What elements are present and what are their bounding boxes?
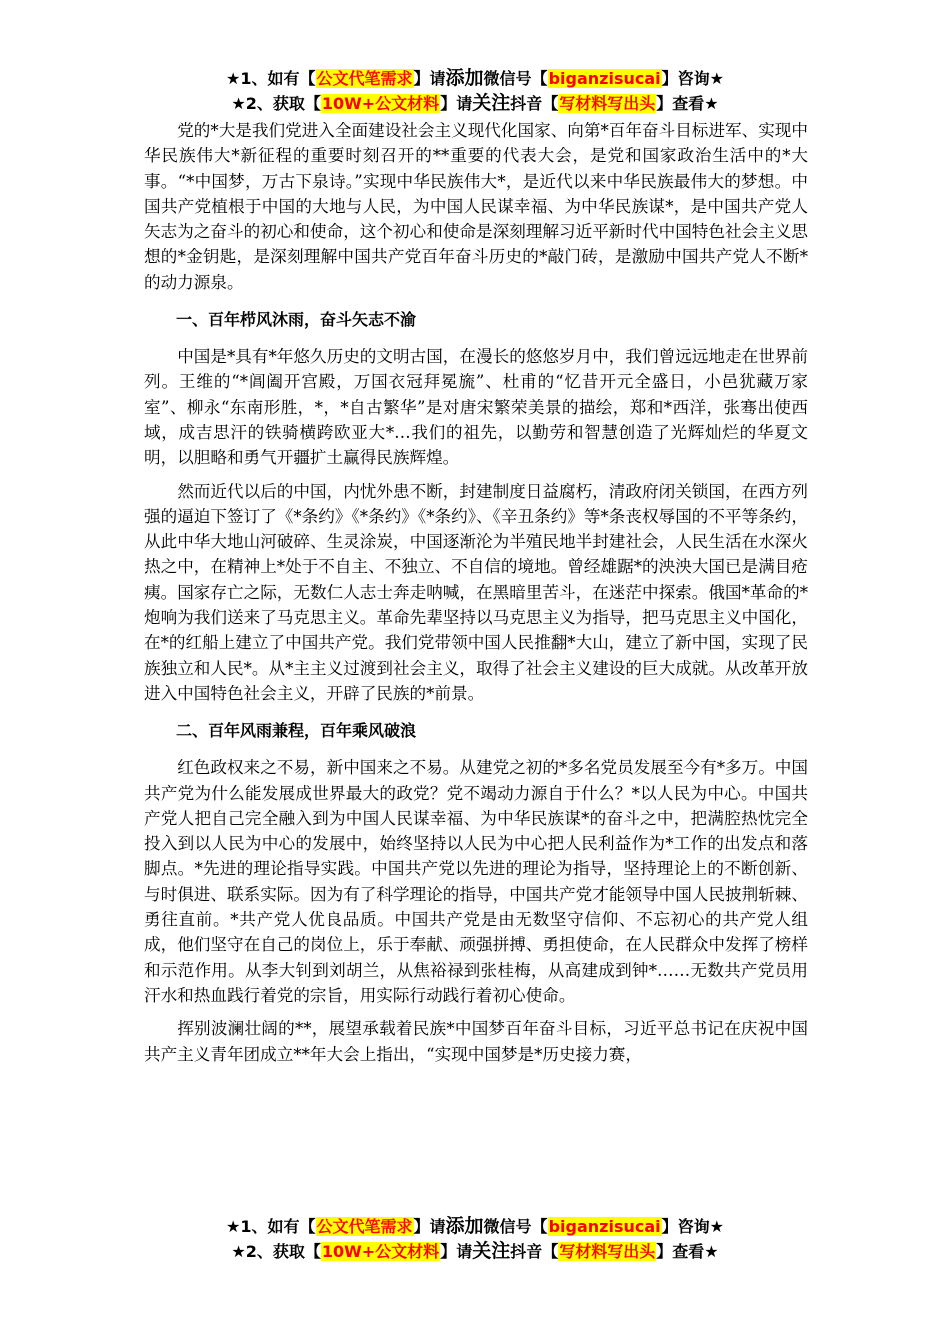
promo-text: ★1、如有【: [226, 1217, 316, 1236]
promo-text: 】请: [413, 69, 446, 88]
promo-text: 】咨询★: [661, 1217, 724, 1236]
promo-text: 】请: [440, 94, 473, 113]
promo-emphasis: 关注: [472, 92, 511, 114]
promo-text: 抖音【: [510, 94, 559, 113]
promo-text: 抖音【: [510, 1242, 559, 1261]
promo-text: 】咨询★: [661, 69, 724, 88]
promo-banner-bottom: [0, 1214, 950, 1264]
promo-highlight: 10W+公文材料: [321, 94, 440, 113]
promo-line-2: [0, 91, 950, 116]
promo-emphasis: 关注: [472, 1240, 511, 1262]
promo-text: 】查看★: [656, 94, 719, 113]
body-paragraph: 中国是*具有*年悠久历史的文明古国，在漫长的悠悠岁月中，我们曾远远地走在世界前列。王维的“*阊阖开宫殿，万国衣冠拜冕旒”、杜甫的“忆昔开元全盛日，小邑犹藏万家室”、柳永“东南形胜，*，*自古繁华”是对唐宋繁荣美景的描绘，郑和*西洋，张骞出使西域，成吉思汗的铁骑横跨欧亚大*…我们的祖先，以勤劳和智慧创造了光辉灿烂的华夏文明，以胆略和勇气开疆扩土赢得民族辉煌。: [144, 347, 808, 468]
promo-emphasis: 添加: [445, 67, 484, 89]
promo-text: 微信号【: [483, 1217, 548, 1236]
promo-text: 】查看★: [656, 1242, 719, 1261]
promo-banner-top: [0, 66, 950, 116]
body-paragraph: 红色政权来之不易，新中国来之不易。从建党之初的*多名党员发展至今有*多万。中国共产党为什么能发展成世界最大的政党？党不竭动力源自于什么？*以人民为中心。中国共产党人把自己完全融入到为中国人民谋幸福、为中华民族谋*的奋斗之中，把满腔热忱完全投入到以人民为中心的发展中，始终坚持以人民为中心把人民利益作为*工作的出发点和落脚点。*先进的理论指导实践。中国共产党以先进的理论为指导，坚持理论上的不断创新、与时俱进、联系实际。因为有了科学理论的指导，中国共产党才能领导中国人民披荆斩棘、勇往直前。*共产党人优良品质。中国共产党是由无数坚守信仰、不忘初心的共产党人组成，他们坚守在自己的岗位上，乐于奉献、顽强拼搏、勇担使命，在人民群众中发挥了榜样和示范作用。从李大钊到刘胡兰，从焦裕禄到张桂梅，从高建成到钟*……无数共产党员用汗水和热血践行着党的宗旨，用实际行动践行着初心使命。: [144, 758, 808, 1005]
promo-highlight: 公文代笔需求: [316, 1217, 413, 1236]
promo-highlight: 10W+公文材料: [321, 1242, 440, 1261]
promo-line-1: [0, 1214, 950, 1239]
promo-line-2: [0, 1239, 950, 1264]
promo-text: 】请: [440, 1242, 473, 1261]
promo-highlight: biganzisucai: [548, 69, 661, 88]
promo-text: 微信号【: [483, 69, 548, 88]
article-body: [144, 118, 808, 1067]
body-paragraph: 然而近代以后的中国，内忧外患不断，封建制度日益腐朽，清政府闭关锁国，在西方列强的逼迫下签订了《*条约》《*条约》《*条约》、《辛丑条约》等*条丧权辱国的不平等条约，从此中华大地山河破碎、生灵涂炭，中国逐渐沦为半殖民地半封建社会，人民生活在水深火热之中，在精神上*处于不自主、不独立、不自信的境地。曾经雄踞*的泱泱大国已是满目疮痍。国家存亡之际，无数仁人志士奔走呐喊，在黑暗里苦斗，在迷茫中探索。俄国*革命的*炮响为我们送来了马克思主义。革命先辈坚持以马克思主义为指导，把马克思主义中国化，在*的红船上建立了中国共产党。我们党带领中国人民推翻*大山，建立了新中国，实现了民族独立和人民*。从*主主义过渡到社会主义，取得了社会主义建设的巨大成就。从改革开放进入中国特色社会主义，开辟了民族的*前景。: [144, 481, 808, 703]
promo-emphasis: 添加: [445, 1215, 484, 1237]
promo-highlight: 公文代笔需求: [316, 69, 413, 88]
intro-paragraph: 党的*大是我们党进入全面建设社会主义现代化国家、向第*百年奋斗目标进军、实现中华民族伟大*新征程的重要时刻召开的**重要的代表大会，是党和国家政治生活中的*大事。“*中国梦，万古下泉诗。”实现中华民族伟大*，是近代以来中华民族最伟大的梦想。中国共产党植根于中国的大地与人民，为中国人民谋幸福、为中华民族谋*，是中国共产党人矢志为之奋斗的初心和使命，这个初心和使命是深刻理解习近平新时代中国特色社会主义思想的*金钥匙，是深刻理解中国共产党百年奋斗历史的*敲门砖，是激励中国共产党人不断*的动力源泉。: [144, 121, 808, 292]
promo-highlight: 写材料写出头: [559, 94, 656, 113]
promo-text: ★2、获取【: [231, 94, 321, 113]
promo-highlight: biganzisucai: [548, 1217, 661, 1236]
body-paragraph: 挥别波澜壮阔的**，展望承载着民族*中国梦百年奋斗目标，习近平总书记在庆祝中国共产主义青年团成立**年大会上指出，“实现中国梦是*历史接力赛，: [144, 1019, 808, 1064]
promo-line-1: [0, 66, 950, 91]
section-heading-1: 一、百年栉风沐雨，奋斗矢志不渝: [176, 310, 417, 330]
promo-text: 】请: [413, 1217, 446, 1236]
section-heading-2: 二、百年风雨兼程，百年乘风破浪: [176, 721, 417, 741]
promo-text: ★2、获取【: [231, 1242, 321, 1261]
promo-text: ★1、如有【: [226, 69, 316, 88]
promo-highlight: 写材料写出头: [559, 1242, 656, 1261]
